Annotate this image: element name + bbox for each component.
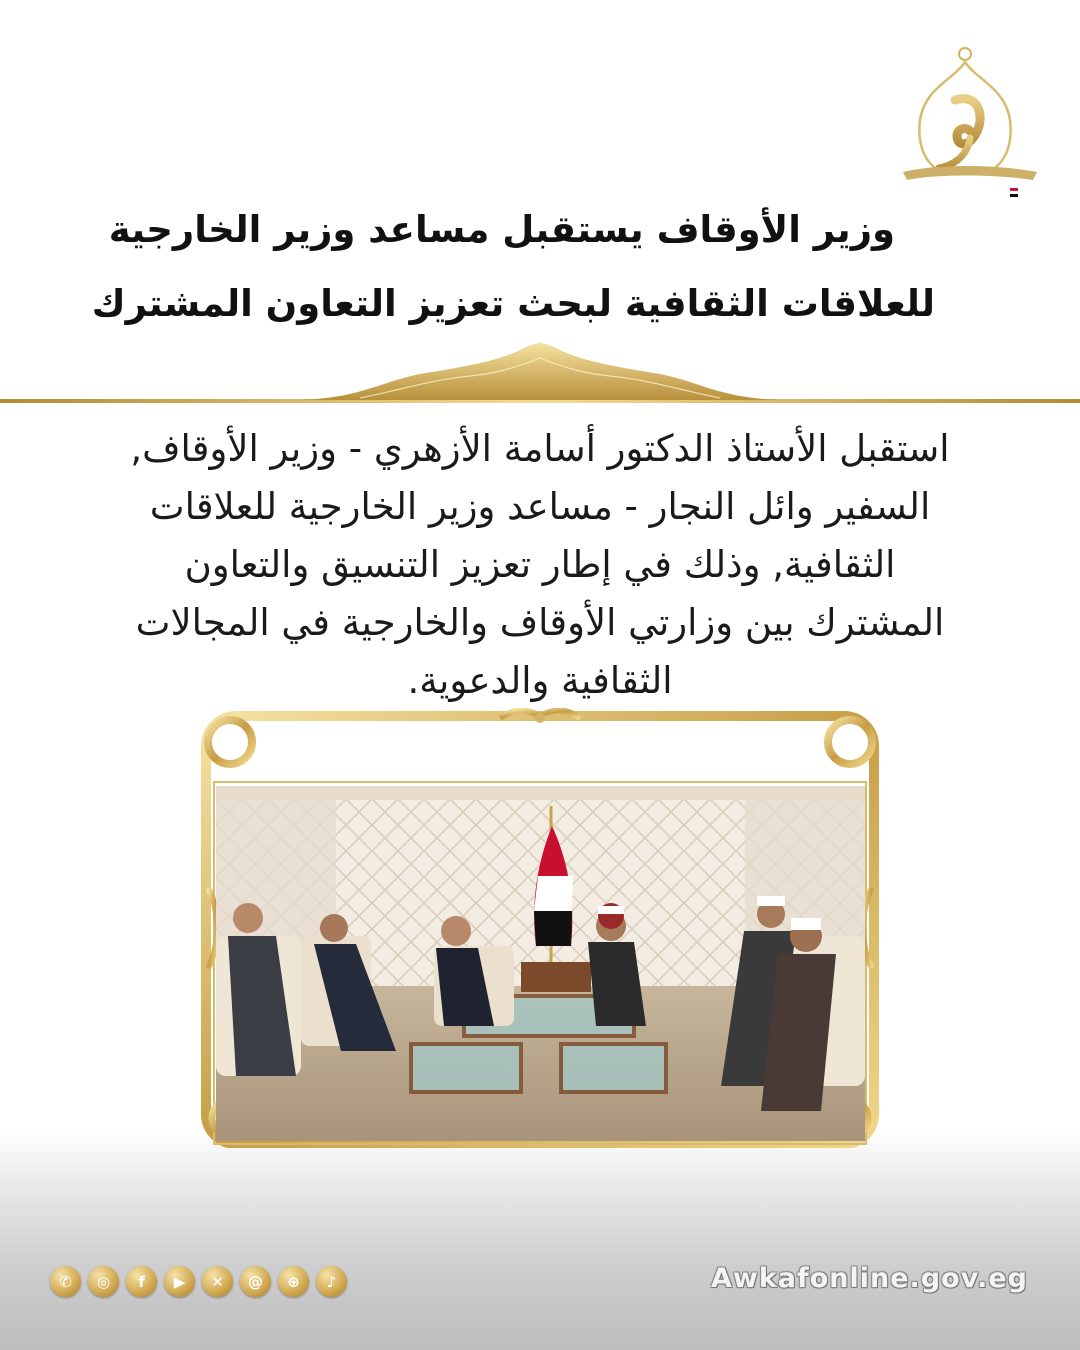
- instagram-icon[interactable]: ◎: [88, 1266, 119, 1297]
- social-icons: [50, 1266, 347, 1302]
- paragraph-line: السفير وائل النجار - مساعد وزير الخارجية للعلاقات: [149, 485, 931, 528]
- threads-icon[interactable]: @: [240, 1266, 271, 1297]
- x-icon[interactable]: ✕: [202, 1266, 233, 1297]
- tiktok-icon[interactable]: ♪: [316, 1266, 347, 1297]
- ministry-logo-icon: [895, 40, 1045, 210]
- article-paragraph: [40, 420, 1040, 710]
- meeting-photo: [216, 786, 865, 1141]
- footer-background: [0, 1130, 1080, 1350]
- paragraph-line: المشترك بين وزارتي الأوقاف والخارجية في المجالات: [135, 601, 945, 644]
- paragraph-line: الثقافية والدعوية.: [407, 659, 673, 702]
- website-link[interactable]: Awkafonline.gov.eg: [710, 1263, 1028, 1294]
- globe-icon[interactable]: ⊕: [278, 1266, 309, 1297]
- whatsapp-icon[interactable]: ✆: [50, 1266, 81, 1297]
- youtube-icon[interactable]: ▶: [164, 1266, 195, 1297]
- headline-line-2: للعلاقات الثقافية لبحث تعزيز التعاون المشترك: [91, 282, 935, 325]
- headline-line-1: وزير الأوقاف يستقبل مساعد وزير الخارجية: [108, 208, 895, 251]
- paragraph-line: الثقافية, وذلك في إطار تعزيز التنسيق والتعاون: [184, 543, 896, 586]
- facebook-icon[interactable]: f: [126, 1266, 157, 1297]
- paragraph-line: استقبل الأستاذ الدكتور أسامة الأزهري - وزير الأوقاف,: [130, 427, 950, 470]
- meeting-photo-illustration: [216, 786, 865, 1141]
- gold-divider: [0, 340, 1080, 420]
